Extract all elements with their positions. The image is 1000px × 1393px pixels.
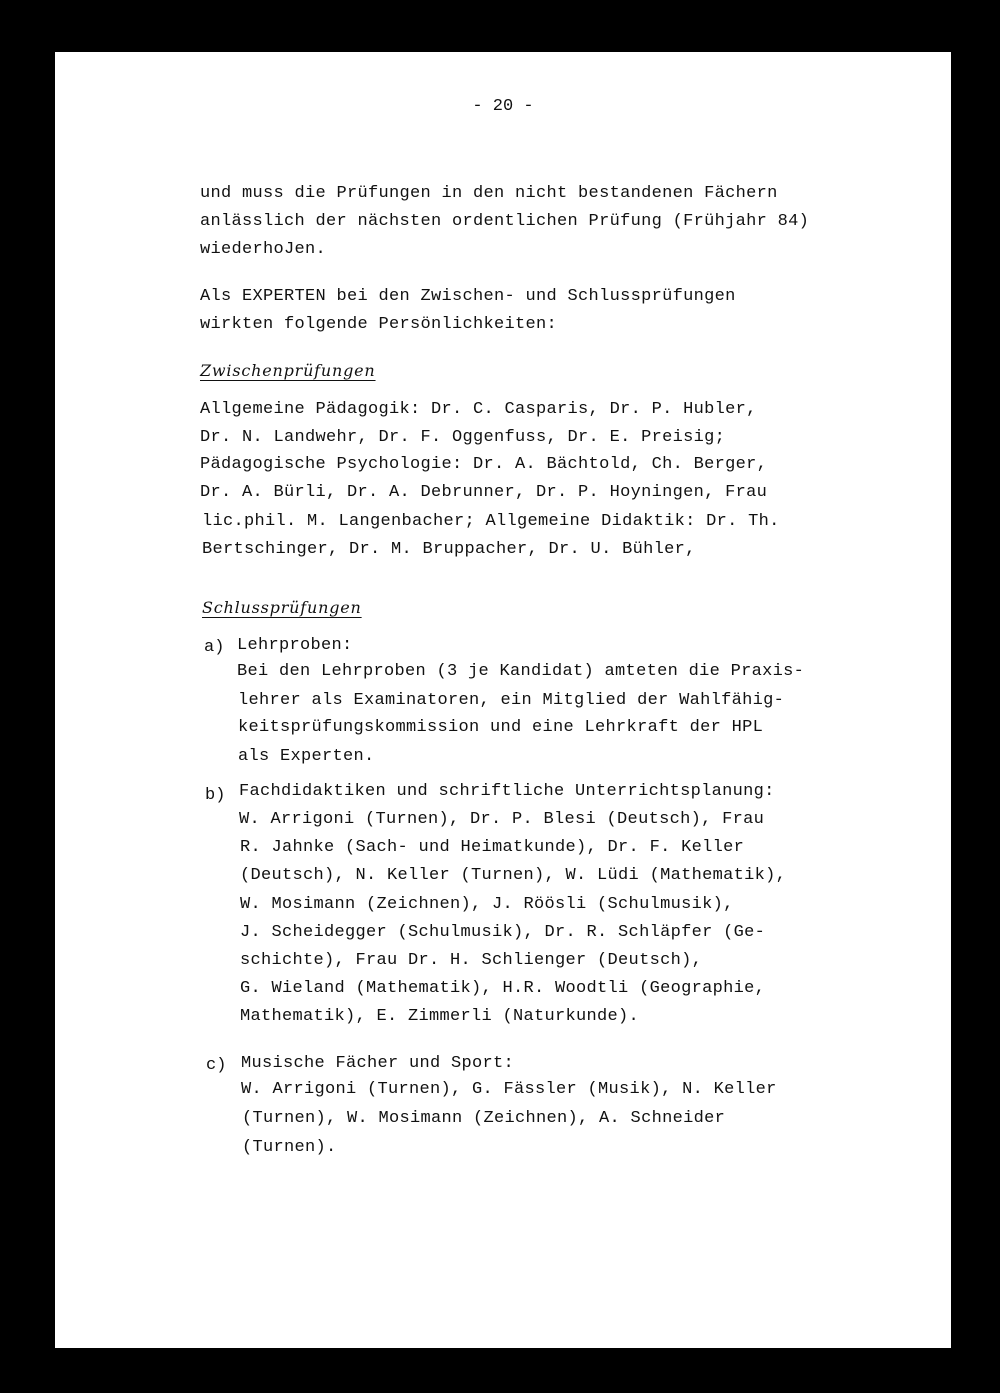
item-c-line-4: (Turnen). bbox=[242, 1138, 337, 1157]
item-b-line-2: W. Arrigoni (Turnen), Dr. P. Blesi (Deutsch), Frau bbox=[239, 810, 765, 829]
item-a-line-4: keitsprüfungskommission und eine Lehrkraft der HPL bbox=[238, 718, 764, 737]
schlusspruefungen-heading: Schlussprüfungen bbox=[202, 598, 362, 617]
item-c-line-2: W. Arrigoni (Turnen), G. Fässler (Musik), N. Keller bbox=[241, 1080, 777, 1099]
item-b-line-4: (Deutsch), N. Keller (Turnen), W. Lüdi (Mathematik), bbox=[240, 866, 787, 885]
zwischen-line-5: lic.phil. M. Langenbacher; Allgemeine Didaktik: Dr. Th. bbox=[202, 512, 780, 531]
item-a-label: a) bbox=[204, 638, 225, 657]
item-c-line-3: (Turnen), W. Mosimann (Zeichnen), A. Schneider bbox=[242, 1109, 726, 1128]
item-b-line-8: G. Wieland (Mathematik), H.R. Woodtli (Geographie, bbox=[240, 979, 766, 998]
item-b-line-7: schichte), Frau Dr. H. Schlienger (Deutsch), bbox=[240, 951, 703, 970]
item-a-line-3: lehrer als Examinatoren, ein Mitglied der Wahlfähig- bbox=[238, 691, 785, 710]
intro-line-1: und muss die Prüfungen in den nicht bestandenen Fächern bbox=[200, 184, 778, 203]
item-b-line-1: Fachdidaktiken und schriftliche Unterrichtsplanung: bbox=[239, 782, 775, 801]
item-a-line-2: Bei den Lehrproben (3 je Kandidat) amteten die Praxis- bbox=[237, 662, 805, 681]
item-b-line-3: R. Jahnke (Sach- und Heimatkunde), Dr. F. Keller bbox=[240, 838, 745, 857]
zwischen-line-2: Dr. N. Landwehr, Dr. F. Oggenfuss, Dr. E. Preisig; bbox=[200, 428, 726, 447]
document-page bbox=[55, 52, 951, 1348]
zwischen-line-6: Bertschinger, Dr. M. Bruppacher, Dr. U. Bühler, bbox=[202, 540, 696, 559]
item-b-label: b) bbox=[205, 786, 226, 805]
item-c-label: c) bbox=[206, 1056, 227, 1075]
experts-line-2: wirkten folgende Persönlichkeiten: bbox=[200, 315, 558, 334]
zwischen-line-4: Dr. A. Bürli, Dr. A. Debrunner, Dr. P. Hoyningen, Frau bbox=[200, 483, 768, 502]
item-b-line-6: J. Scheidegger (Schulmusik), Dr. R. Schläpfer (Ge- bbox=[240, 923, 766, 942]
item-b-line-5: W. Mosimann (Zeichnen), J. Röösli (Schulmusik), bbox=[240, 895, 734, 914]
intro-line-2: anlässlich der nächsten ordentlichen Prüfung (Frühjahr 84) bbox=[200, 212, 810, 231]
zwischenpruefungen-heading: Zwischenprüfungen bbox=[200, 361, 376, 380]
experts-line-1: Als EXPERTEN bei den Zwischen- und Schlussprüfungen bbox=[200, 287, 736, 306]
zwischen-line-1: Allgemeine Pädagogik: Dr. C. Casparis, Dr. P. Hubler, bbox=[200, 400, 757, 419]
intro-line-3: wiederhoJen. bbox=[200, 240, 327, 259]
item-b-line-9: Mathematik), E. Zimmerli (Naturkunde). bbox=[240, 1007, 640, 1026]
item-c-line-1: Musische Fächer und Sport: bbox=[241, 1054, 515, 1073]
item-a-line-5: als Experten. bbox=[238, 747, 375, 766]
page-number: - 20 - bbox=[472, 97, 534, 116]
item-a-line-1: Lehrproben: bbox=[237, 636, 353, 655]
zwischen-line-3: Pädagogische Psychologie: Dr. A. Bächtold, Ch. Berger, bbox=[200, 455, 768, 474]
